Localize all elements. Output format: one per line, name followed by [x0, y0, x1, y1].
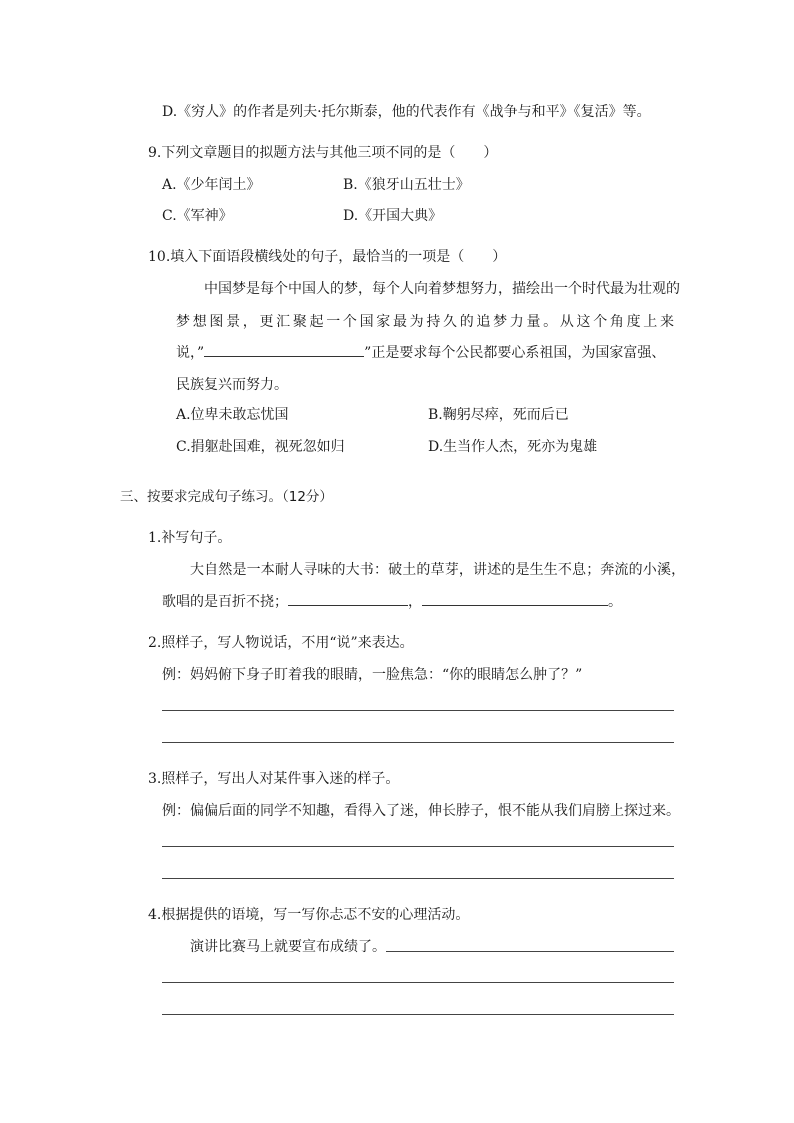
s4-context: 演讲比赛马上就要宣布成绩了。 — [190, 939, 386, 955]
s2-stem: 2.照样子，写人物说话，不用“说”来表达。 — [148, 635, 414, 651]
q9-option-d: D.《开国大典》 — [343, 208, 443, 224]
q10-option-b: B.鞠躬尽瘁，死而后已 — [428, 407, 569, 423]
s1-line-2 — [162, 592, 622, 612]
s1-stem: 1.补写句子。 — [148, 530, 232, 546]
q10-passage-line-3 — [176, 343, 665, 363]
s1-line-1: 大自然是一本耐人寻味的大书：破土的草芽，讲述的是生生不息；奔流的小溪， — [190, 562, 686, 578]
q10-stem: 10.填入下面语段横线处的句子，最恰当的一项是（ ） — [148, 249, 507, 265]
s4-answer-line-0[interactable] — [386, 951, 674, 952]
q10-passage-line-1: 中国梦是每个中国人的梦，每个人向着梦想努力，描绘出一个时代最为壮观的 — [204, 281, 680, 297]
s1-blank-1[interactable] — [288, 593, 408, 606]
s3-answer-line-2[interactable] — [162, 878, 674, 879]
section-3-heading: 三、按要求完成句子练习。（12分） — [120, 489, 333, 505]
q10-passage-line-2: 梦想图景，更汇聚起一个国家最为持久的追梦力量。从这个角度上来 — [176, 314, 674, 330]
s3-stem: 3.照样子，写出人对某件事入迷的样子。 — [148, 771, 400, 787]
q9-option-b: B.《狼牙山五壮士》 — [343, 177, 470, 193]
q10-passage-line-3-before: 说，” — [176, 345, 205, 361]
q10-option-c: C.捐躯赴国难，视死忽如归 — [176, 439, 345, 455]
q10-option-a: A.位卑未敢忘忧国 — [176, 407, 289, 423]
s1-period: 。 — [608, 594, 622, 610]
s4-stem: 4.根据提供的语境，写一写你忐忑不安的心理活动。 — [148, 907, 470, 923]
s4-answer-line-1[interactable] — [162, 982, 674, 983]
q10-passage-line-4: 民族复兴而努力。 — [176, 377, 288, 393]
q10-answer-blank[interactable] — [204, 344, 364, 357]
q10-option-d: D.生当作人杰，死亦为鬼雄 — [428, 439, 598, 455]
s2-example: 例：妈妈俯下身子盯着我的眼睛，一脸焦急：“你的眼睛怎么肿了？” — [162, 667, 583, 683]
q9-stem: 9.下列文章题目的拟题方法与其他三项不同的是（ ） — [148, 145, 498, 161]
s2-answer-line-2[interactable] — [162, 742, 674, 743]
q10-passage-line-3-after: ”正是要求每个公民都要心系祖国，为国家富强、 — [364, 345, 666, 361]
q9-option-c: C.《军神》 — [162, 208, 233, 224]
s1-line-2-before: 歌唱的是百折不挠； — [162, 594, 288, 610]
q8-option-d: D.《穷人》的作者是列夫·托尔斯泰，他的代表作有《战争与和平》《复活》等。 — [162, 104, 651, 120]
s4-answer-line-2[interactable] — [162, 1014, 674, 1015]
s1-blank-2[interactable] — [422, 593, 608, 606]
s3-example: 例：偏偏后面的同学不知趣，看得入了迷，伸长脖子，恨不能从我们肩膀上探过来。 — [162, 803, 680, 819]
s3-answer-line-1[interactable] — [162, 846, 674, 847]
s1-comma: ， — [408, 594, 422, 610]
s2-answer-line-1[interactable] — [162, 710, 674, 711]
q9-option-a: A.《少年闰土》 — [162, 177, 261, 193]
